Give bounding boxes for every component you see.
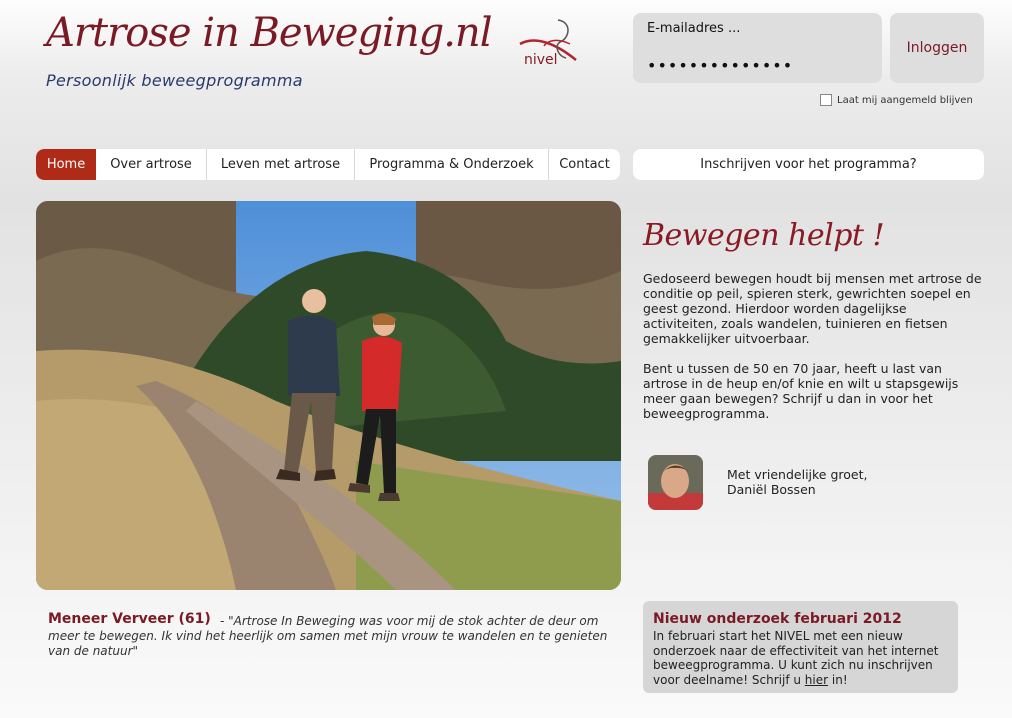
nav-item-contact[interactable]: Contact bbox=[548, 149, 620, 180]
news-signup-link[interactable]: hier bbox=[804, 672, 829, 687]
news-text-after: in! bbox=[828, 672, 848, 687]
testimonial-name: Meneer Verveer (61) bbox=[48, 611, 211, 627]
intro-paragraph-2: Bent u tussen de 50 en 70 jaar, heeft u last van artrose in de heup en/of knie en wilt u stapsgewijs meer gaan bewegen? Schrijf u dan in voor het beweegprogramma. bbox=[643, 361, 959, 421]
password-input[interactable]: •••••••••••••• bbox=[647, 56, 794, 75]
nav-item-leven-met-artrose[interactable]: Leven met artrose bbox=[206, 149, 354, 180]
signoff-name: Daniël Bossen bbox=[727, 482, 816, 497]
news-text-before: In februari start het NIVEL met een nieuw onderzoek naar de effectiviteit van het internet beweegprogramma. U kunt zich nu inschrijven voor deelname! Schrijf u bbox=[653, 629, 939, 687]
login-button[interactable]: Inloggen bbox=[890, 13, 984, 83]
remember-me-label: Laat mij aangemeld blijven bbox=[837, 94, 973, 106]
nivel-logo-text: nivel bbox=[524, 52, 558, 68]
nav-item-over-artrose[interactable]: Over artrose bbox=[110, 157, 192, 172]
email-input[interactable]: E-mailadres ... bbox=[647, 21, 741, 36]
testimonial-text: - "Artrose In Beweging was voor mij de stok achter de deur om meer te bewegen. Ik vind het heerlijk om samen met mijn vrouw te wandelen en te genieten van de natuur" bbox=[48, 614, 608, 658]
site-title[interactable]: Artrose in Beweging.nl bbox=[46, 10, 492, 56]
signoff-greeting: Met vriendelijke groet, bbox=[727, 467, 868, 482]
site-tagline: Persoonlijk beweegprogramma bbox=[46, 71, 303, 90]
remember-me-checkbox[interactable] bbox=[820, 94, 832, 106]
author-avatar bbox=[648, 455, 703, 510]
news-box bbox=[643, 601, 958, 693]
intro-paragraph-1: Gedoseerd bewegen houdt bij mensen met artrose de conditie op peil, spieren sterk, gewrichten soepel en geest gezond. Hierdoor worden dagelijkse activiteiten, zoals wandelen, tuinieren en fietsen gemakkelijker uitvoerbaar. bbox=[643, 271, 982, 346]
signup-button[interactable]: Inschrijven voor het programma? bbox=[633, 149, 984, 180]
news-text bbox=[653, 629, 948, 687]
nav-item-home[interactable]: Home bbox=[36, 149, 96, 180]
main-nav bbox=[36, 149, 620, 180]
nav-item-programma-onderzoek[interactable]: Programma & Onderzoek bbox=[354, 149, 548, 180]
hero-photo bbox=[36, 201, 621, 590]
signoff bbox=[727, 467, 868, 497]
remember-me-option[interactable] bbox=[820, 94, 973, 106]
news-title: Nieuw onderzoek februari 2012 bbox=[653, 611, 902, 627]
intro-heading: Bewegen helpt ! bbox=[643, 218, 885, 253]
